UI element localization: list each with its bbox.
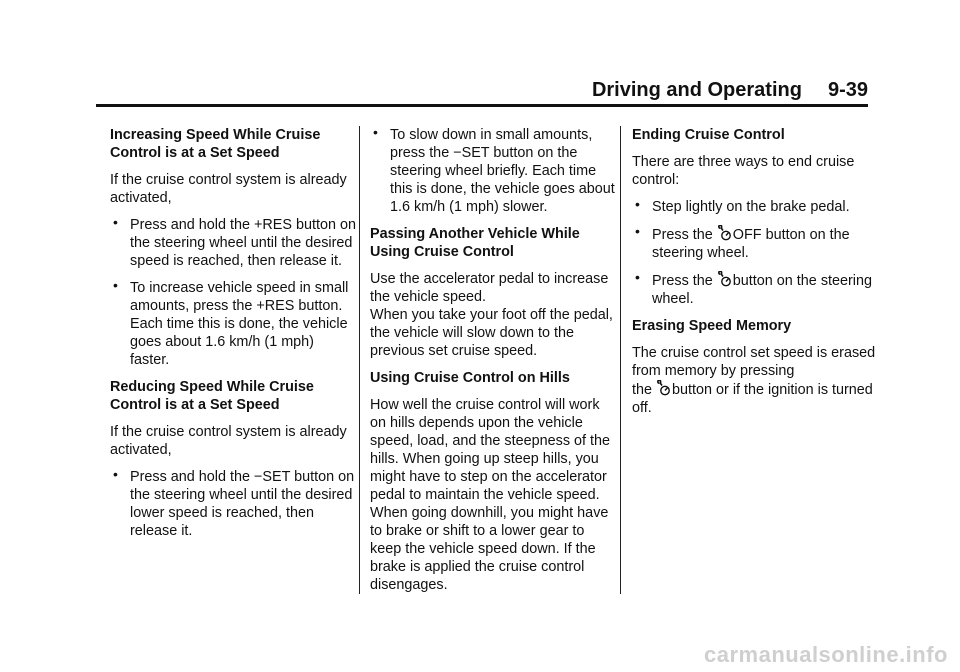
list-item: [370, 126, 616, 216]
cruise-control-icon: [718, 271, 731, 287]
header-rule: [96, 104, 868, 107]
list-item-text: Press and hold the −SET button on the steering wheel until the desired lower speed is reached, then release it.: [130, 469, 355, 539]
list-item: [110, 216, 356, 270]
heading-hills: Using Cruise Control on Hills: [370, 370, 570, 386]
paragraph: [370, 270, 616, 360]
bullet-icon: •: [635, 223, 640, 239]
heading-reducing-speed: Reducing Speed While Cruise Control is at a Set Speed: [110, 379, 314, 413]
list-item-text: To slow down in small amounts, press the −SET button on the steering wheel briefly. Each time this is done, the vehicle goes about 1.6 km/h (1 mph) slower.: [390, 127, 615, 215]
list-item-text: Step lightly on the brake pedal.: [652, 199, 850, 215]
paragraph-text: the: [632, 382, 653, 398]
paragraph: There are three ways to end cruise control:: [632, 154, 855, 188]
list-item-text: To increase vehicle speed in small amounts, press the +RES button. Each time this is done, the vehicle goes about 1.6 km/h (1 mph) faster.: [130, 280, 349, 368]
list-item-text: OFF button on the steering wheel.: [652, 227, 850, 261]
column-1: [110, 126, 356, 549]
list-item-text: button on the steering wheel.: [652, 273, 873, 307]
page-number: 9-39: [827, 79, 868, 101]
paragraph: If the cruise control system is already activated,: [110, 424, 347, 458]
list-item: [110, 468, 356, 540]
paragraph-text: When you take your foot off the pedal, the vehicle will slow down to the previous set cruise speed.: [370, 307, 613, 359]
bullet-list: [370, 126, 616, 216]
column-divider: [620, 126, 621, 594]
bullet-icon: •: [113, 214, 118, 230]
section-title: Driving and Operating: [591, 79, 802, 101]
watermark: carmanualsonline.info: [704, 642, 948, 667]
column-2: [370, 126, 616, 603]
heading-increasing-speed: Increasing Speed While Cruise Control is at a Set Speed: [110, 127, 321, 161]
list-item: [632, 225, 878, 262]
cruise-control-icon: [657, 380, 670, 396]
paragraph-text: Use the accelerator pedal to increase the vehicle speed.: [370, 271, 609, 305]
column-divider: [359, 126, 360, 594]
bullet-icon: •: [113, 466, 118, 482]
paragraph: How well the cruise control will work on hills depends upon the vehicle speed, load, and the steepness of the hills. When going up steep hills, you might have to step on the accelerator pedal to maintain the vehicle speed. When going downhill, you might have to brake or shift to a lower gear to keep the vehicle speed down. If the brake is applied the cruise control disengages.: [370, 397, 611, 593]
list-item-text: Press and hold the +RES button on the steering wheel until the desired speed is reached, then release it.: [130, 217, 357, 269]
paragraph: [632, 344, 878, 417]
column-3: [632, 126, 878, 426]
paragraph-text: button or if the ignition is turned off.: [632, 382, 873, 416]
heading-passing-vehicle: Passing Another Vehicle While Using Cruise Control: [370, 226, 580, 260]
list-item-text: Press the: [652, 273, 713, 289]
bullet-icon: •: [635, 196, 640, 212]
list-item: [632, 271, 878, 308]
list-item: [632, 198, 878, 216]
heading-ending-cruise: Ending Cruise Control: [632, 127, 785, 143]
bullet-list: [110, 216, 356, 369]
bullet-icon: •: [113, 277, 118, 293]
cruise-control-icon: [718, 225, 731, 241]
page-header: [96, 78, 868, 102]
list-item-text: Press the: [652, 227, 713, 243]
paragraph-text: The cruise control set speed is erased from memory by pressing: [632, 345, 876, 379]
heading-erasing-memory: Erasing Speed Memory: [632, 318, 792, 334]
bullet-list: [110, 468, 356, 540]
bullet-list: [632, 198, 878, 308]
paragraph: If the cruise control system is already activated,: [110, 172, 347, 206]
list-item: [110, 279, 356, 369]
bullet-icon: •: [373, 124, 378, 140]
bullet-icon: •: [635, 269, 640, 285]
